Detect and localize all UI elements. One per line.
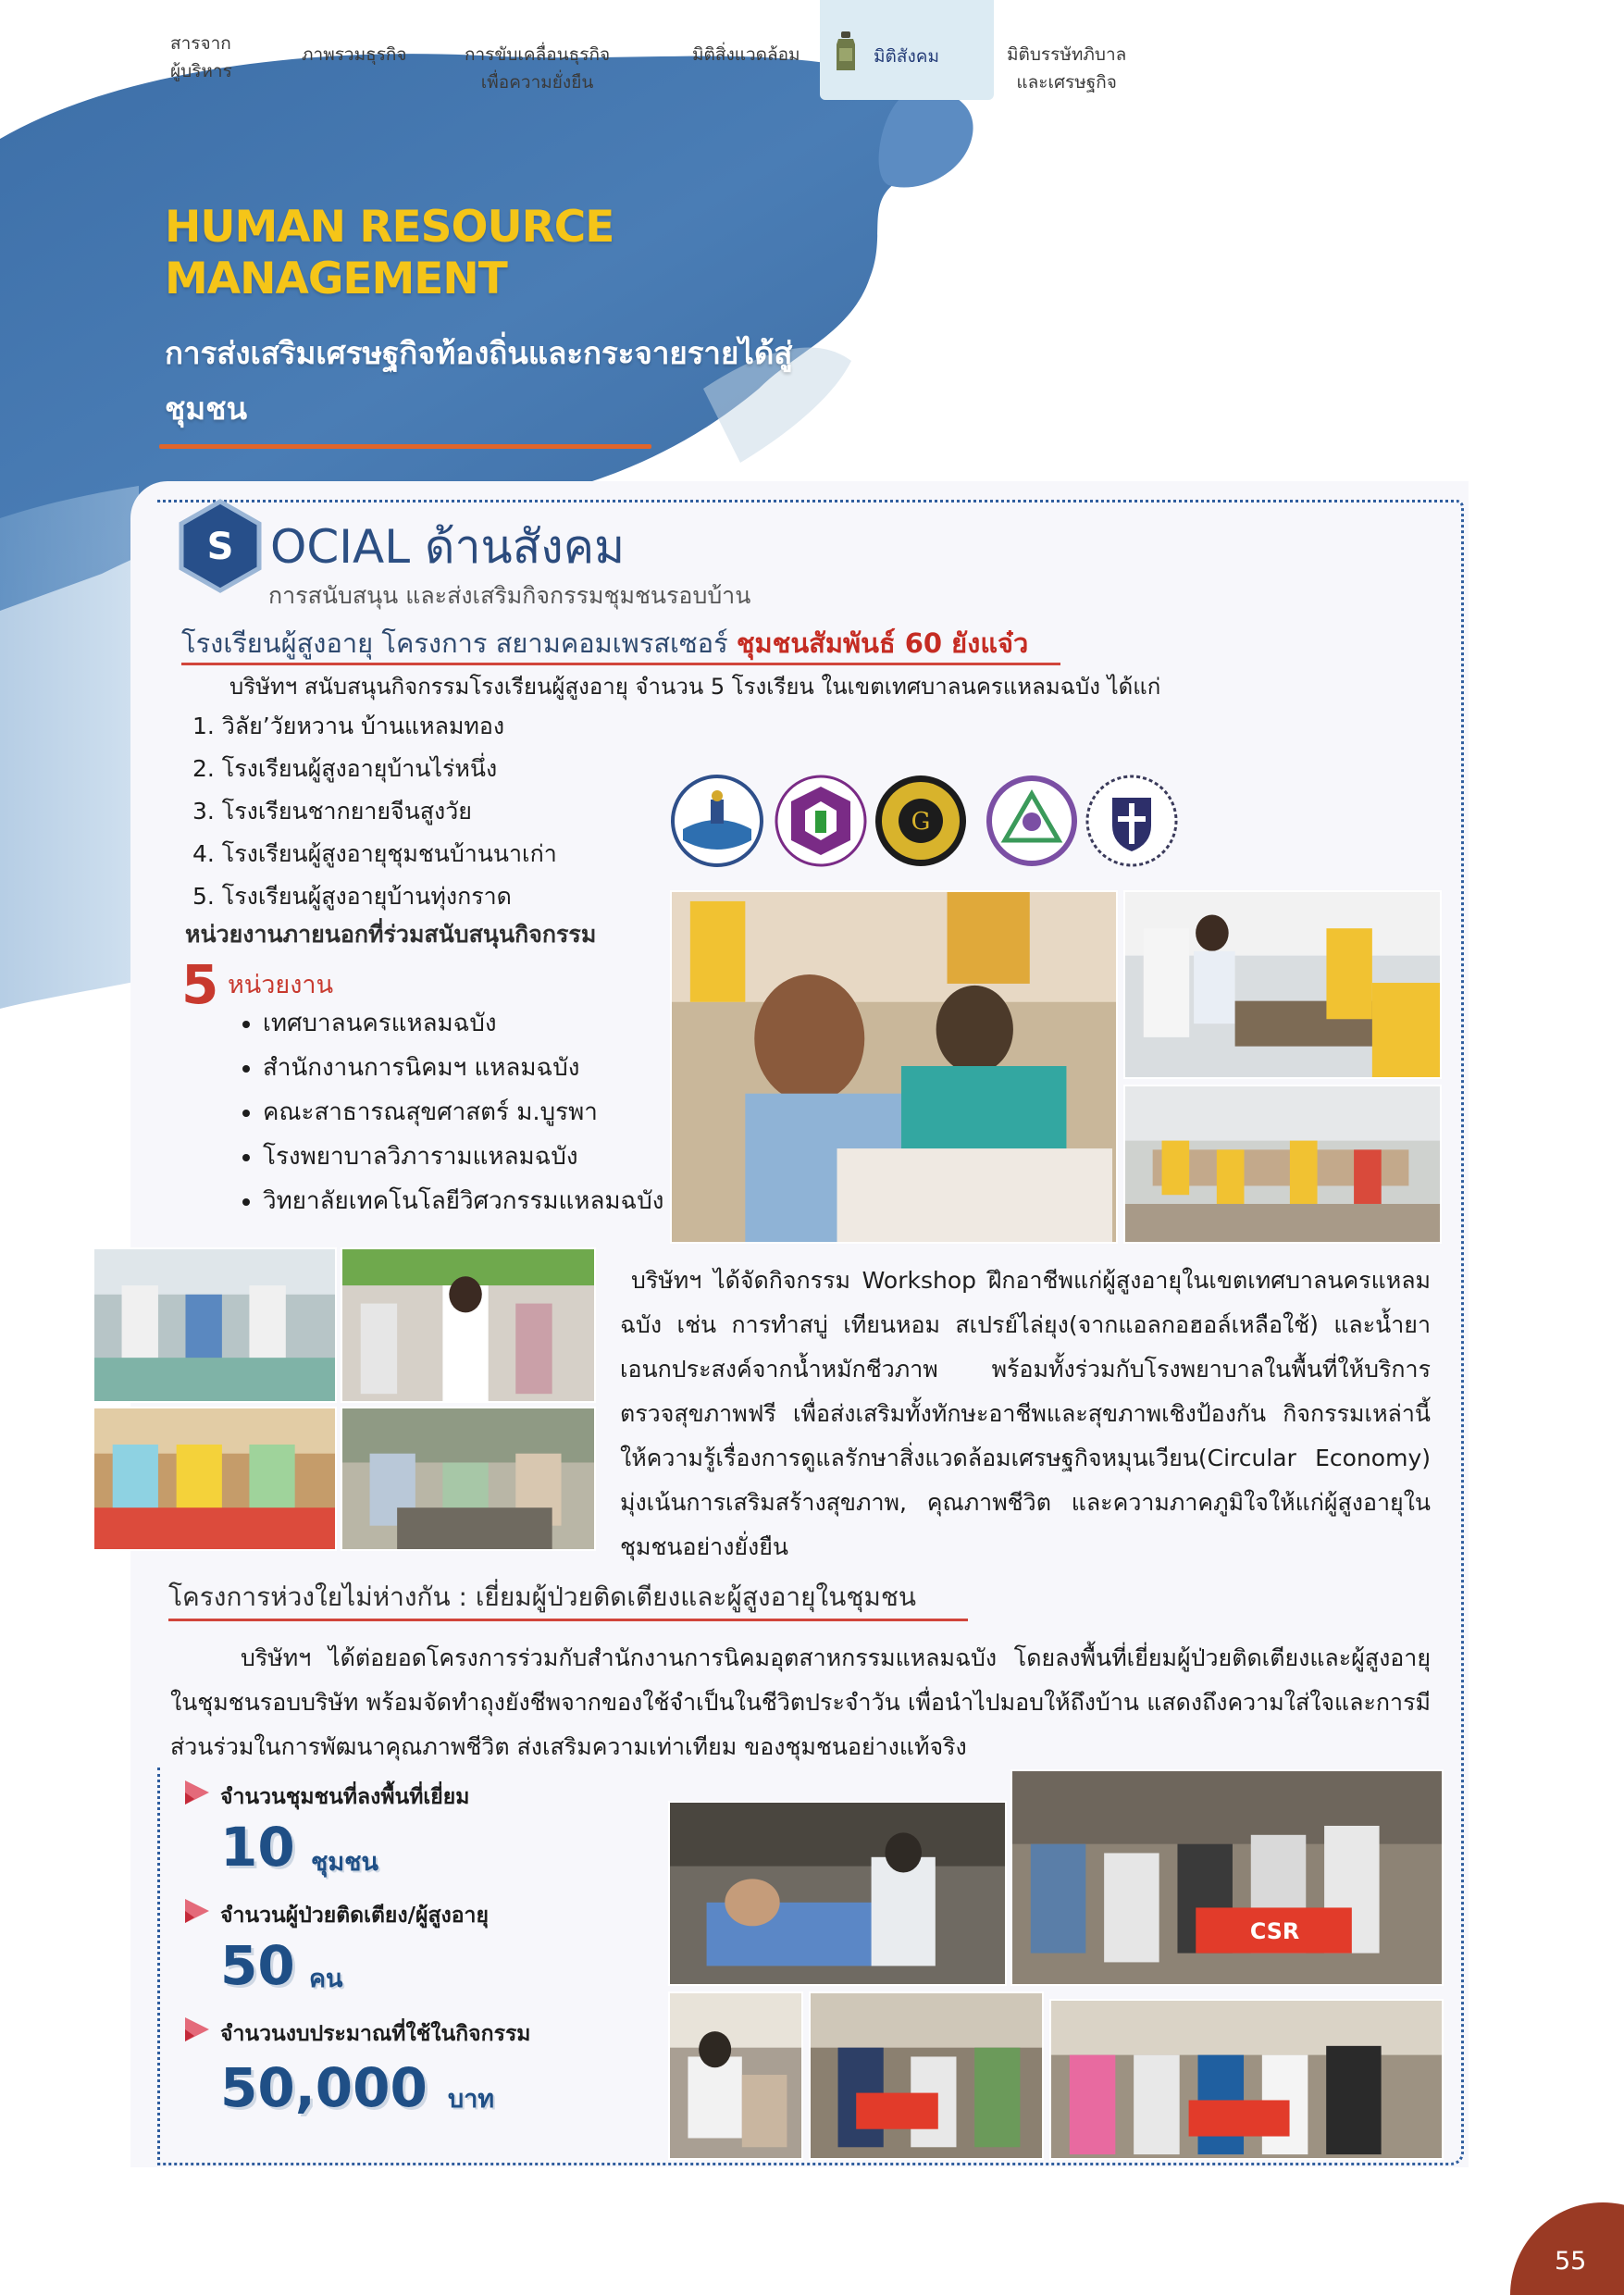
photo-workshop-2 — [341, 1247, 596, 1403]
photo-workshop-1 — [93, 1247, 337, 1403]
hero-title: HUMAN RESOURCE MANAGEMENT — [165, 202, 614, 304]
stat-label-communities: จำนวนชุมชนที่ลงพื้นที่เยี่ยม — [220, 1785, 470, 1809]
play-bullet-icon — [181, 1777, 213, 1808]
project1-title-highlight: ชุมชนสัมพันธ์ 60 ยังแจ๋ว — [736, 627, 1029, 659]
svg-text:G: G — [911, 808, 931, 836]
project1-underline — [181, 663, 1060, 665]
industrial-estate-logo — [774, 774, 868, 868]
hero-underline — [159, 444, 651, 449]
list-item: • โรงพยาบาลวิภารามแหลมฉบัง — [263, 1135, 663, 1179]
project1-title-text: โรงเรียนผู้สูงอายุ โครงการ สยามคอมเพรสเซอร์ — [181, 627, 728, 659]
list-item: 4. โรงเรียนผู้สูงอายุชุมชนบ้านนาเก่า — [192, 840, 557, 867]
stat-value-communities: 10 — [220, 1816, 295, 1879]
nav-item-governance-economy[interactable]: มิติบรรษัทภิบาล และเศรษฐกิจ — [1007, 44, 1127, 93]
play-bullet-icon — [181, 2014, 213, 2045]
technical-college-logo — [1085, 774, 1179, 868]
list-item: • สำนักงานการนิคมฯ แหลมฉบัง — [263, 1046, 663, 1090]
list-item: • คณะสาธารณสุขศาสตร์ ม.บูรพา — [263, 1090, 663, 1135]
section-title-th: ด้านสังคม — [424, 520, 626, 574]
project2-description: บริษัทฯ ได้ต่อยอดโครงการร่วมกับสำนักงานการนิคมอุตสาหกรรมแหลมฉบัง โดยลงพื้นที่เยี่ยมผู้ป่วยติดเตียงและผู้สูงอายุในชุมชนรอบบริษัท พร้อมจัดทำถุงยังชีพจากของใช้จำเป็นในชีวิตประจำวัน เพื่อนำไปมอบให้ถึงบ้าน แสดงถึงความใส่ใจและการมีส่วนร่วมในการพัฒนาคุณภาพชีวิต ส่งเสริมความเท่าเทียม ของชุมชนอย่างแท้จริง — [170, 1644, 1431, 1760]
project2-title: โครงการห่วงใยไม่ห่างกัน : เยี่ยมผู้ป่วยติดเตียงและผู้สูงอายุในชุมชน — [168, 1582, 916, 1612]
stat-unit-patients: คน — [309, 1965, 343, 1993]
photo-workshop-4 — [341, 1407, 596, 1551]
nav-item-executive-message[interactable]: สารจาก ผู้บริหาร — [170, 33, 232, 81]
photo-home-visit-2 — [668, 1991, 803, 2160]
photo-workshop-3 — [93, 1407, 337, 1551]
card-dotted-border-left — [157, 1768, 160, 2165]
bottle-icon — [833, 31, 859, 72]
list-item: • วิทยาลัยเทคโนโลยีวิศวกรรมแหลมฉบัง — [263, 1179, 663, 1223]
hero-subtitle: การส่งเสริมเศรษฐกิจท้องถิ่นและกระจายรายได้สู่ชุมชน — [165, 335, 793, 427]
stat-label-budget: จำนวนงบประมาณที่ใช้ในกิจกรรม — [220, 2022, 531, 2046]
nav-item-business-overview[interactable]: ภาพรวมธุรกิจ — [302, 44, 407, 65]
svg-text:CSR: CSR — [1249, 1917, 1300, 1944]
municipality-logo — [670, 774, 764, 868]
agency-list — [235, 1001, 663, 1223]
project2-underline — [168, 1619, 968, 1621]
list-item: 2. โรงเรียนผู้สูงอายุบ้านไร่หนึ่ง — [192, 755, 498, 782]
stat-unit-budget: บาท — [448, 2085, 495, 2114]
project1-intro: บริษัทฯ สนับสนุนกิจกรรมโรงเรียนผู้สูงอายุ จำนวน 5 โรงเรียน ในเขตเทศบาลนครแหลมฉบัง ได้แก่ — [229, 674, 1161, 700]
photo-home-visit-3 — [809, 1991, 1044, 2160]
project1-title — [181, 622, 1028, 664]
list-item: 3. โรงเรียนชากยายจีนสูงวัย — [192, 798, 472, 825]
list-item: 1. วิลัย’วัยหวาน บ้านแหลมทอง — [192, 713, 505, 739]
external-agencies-count: 5 — [181, 953, 219, 1016]
play-bullet-icon — [181, 1895, 213, 1927]
school-list — [192, 705, 557, 918]
photo-home-visit-4 — [1049, 1999, 1444, 2160]
photo-health-check — [670, 890, 1118, 1244]
external-agencies-unit: หน่วยงาน — [228, 971, 334, 999]
section-subtitle: การสนับสนุน และส่งเสริมกิจกรรมชุมชนรอบบ้าน — [268, 582, 751, 609]
badge-letter: S — [206, 526, 234, 568]
photo-activity-table — [1123, 890, 1442, 1079]
photo-classroom — [1123, 1085, 1442, 1244]
nav-item-environment[interactable]: มิติสิ่งแวดล้อม — [692, 44, 800, 65]
list-item: • เทศบาลนครแหลมฉบัง — [263, 1001, 663, 1046]
page-number: 55 — [1555, 2247, 1587, 2276]
burapha-university-logo — [874, 774, 968, 868]
photo-home-visit-group — [1010, 1769, 1444, 1986]
nav-item-sustainability-drive[interactable]: การขับเคลื่อนธุรกิจ เพื่อความยั่งยืน — [465, 44, 611, 93]
stat-value-patients: 50 — [220, 1934, 295, 1997]
workshop-description: บริษัทฯ ได้จัดกิจกรรม Workshop ฝึกอาชีพแก่ผู้สูงอายุในเขตเทศบาลนครแหลมฉบัง เช่น การทำสบู่ เทียนหอม สเปรย์ไล่ยุง(จากแอลกอฮอล์เหลือใช้) และน้ำยาเอนกประสงค์จากน้ำหมักชีวภาพ พร้อมทั้งร่วมกับโรงพยาบาลในพื้นที่ให้บริการตรวจสุขภาพฟรี เพื่อส่งเสริมทั้งทักษะอาชีพและสุขภาพเชิงป้องกัน กิจกรรมเหล่านี้ ให้ความรู้เรื่องการดูแลรักษาสิ่งแวดล้อมเศรษฐกิจหมุนเวียน(Circular Economy) มุ่งเน้นการเสริมสร้างสุขภาพ, คุณภาพชีวิต และความภาคภูมิใจให้แก่ผู้สูงอายุในชุมชนอย่างยั่งยืน — [620, 1267, 1431, 1560]
stat-label-patients: จำนวนผู้ป่วยติดเตียง/ผู้สูงอายุ — [220, 1904, 489, 1928]
section-title-en: OCIAL — [270, 520, 411, 574]
external-agencies-title: หน่วยงานภายนอกที่ร่วมสนับสนุนกิจกรรม — [185, 921, 597, 948]
nav-item-social[interactable] — [820, 0, 994, 100]
stat-unit-communities: ชุมชน — [311, 1848, 378, 1877]
nav-item-social-label: มิติสังคม — [874, 46, 939, 67]
top-navigation — [0, 0, 1624, 102]
photo-home-visit-1 — [668, 1801, 1007, 1986]
section-title — [270, 511, 625, 584]
stat-value-budget: 50,000 — [220, 2056, 428, 2119]
hospital-logo — [985, 774, 1079, 868]
social-hexagon-badge — [178, 498, 263, 594]
list-item: 5. โรงเรียนผู้สูงอายุบ้านทุ่งกราด — [192, 883, 512, 910]
